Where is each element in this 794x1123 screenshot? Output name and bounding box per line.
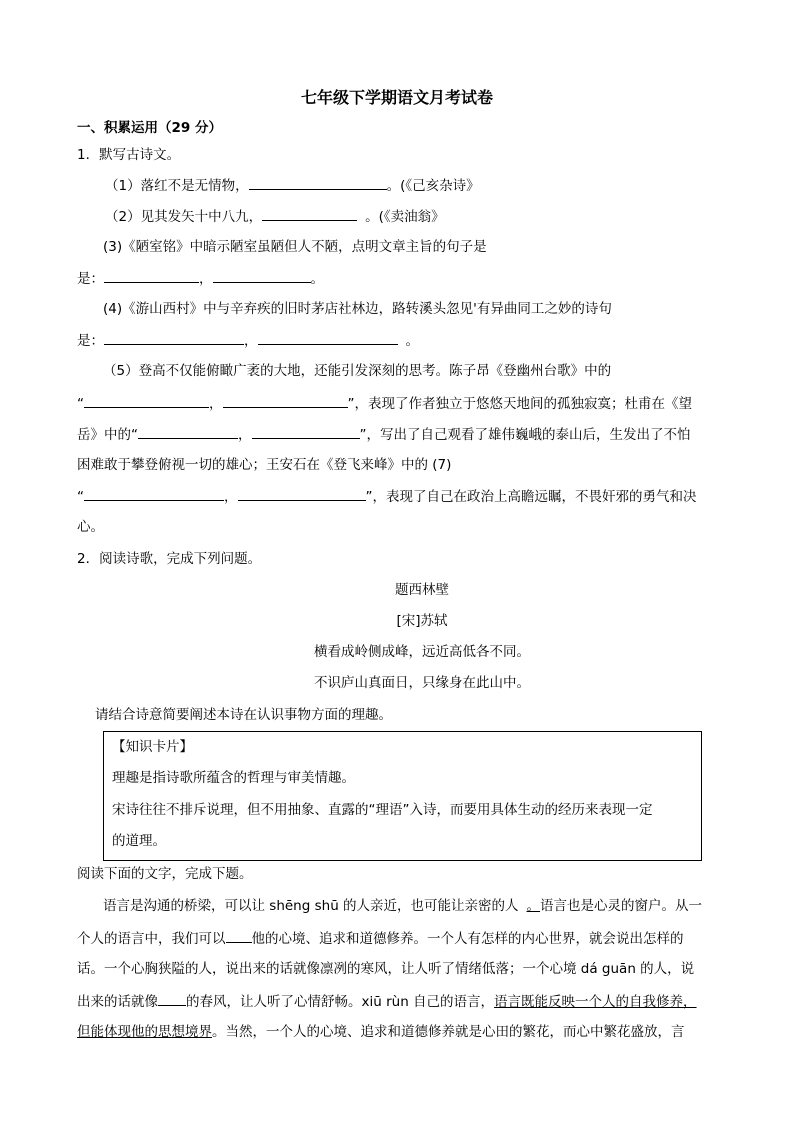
reading-line-5 <box>77 1022 685 1042</box>
line-text: ”，表现了作者独立于悠悠天地间的孤独寂寞；杜甫在《望 <box>347 396 692 412</box>
reading-line-2 <box>77 928 684 949</box>
q1-item-3: (3)《陋室铭》中暗示陋室虽陋但人不陋，点明文章主旨的句子是 <box>103 239 487 255</box>
line-text: 语言也是心灵的窗户。从一 <box>540 898 703 914</box>
answer-blank[interactable] <box>84 393 209 408</box>
q1-item-5-line-2 <box>77 393 692 414</box>
poem-title: 题西林壁 <box>395 582 449 598</box>
knowledge-card-line-1: 理趣是指诗歌所蕴含的哲理与审美情趣。 <box>112 770 355 786</box>
comma: ， <box>244 333 258 349</box>
reading-line-1 <box>103 896 702 916</box>
answer-blank[interactable] <box>249 175 387 190</box>
q1-item-1-source: 。(《己亥杂诗》 <box>386 178 480 194</box>
reading-intro: 阅读下面的文字，完成下题。 <box>77 866 253 882</box>
answer-prefix: 是： <box>77 271 104 287</box>
comma: ， <box>238 427 252 443</box>
line-text: 岳》中的“ <box>77 427 138 443</box>
answer-blank[interactable]: 。 <box>526 898 541 914</box>
answer-blank[interactable] <box>213 268 311 283</box>
question-1-stem: 1．默写古诗文。 <box>77 147 181 163</box>
knowledge-card-line-3: 的道理。 <box>112 833 166 849</box>
answer-blank[interactable] <box>104 330 244 345</box>
answer-blank[interactable] <box>158 991 186 1006</box>
q1-item-5-line-3 <box>77 424 691 445</box>
q1-item-5-line-5 <box>77 486 697 507</box>
answer-blank[interactable] <box>238 486 366 501</box>
line-text: ”，表现了自己在政治上高瞻远瞩，不畏奸邪的勇气和决 <box>365 489 697 505</box>
poem-author: [宋]苏轼 <box>396 613 448 629</box>
answer-blank[interactable] <box>258 330 398 345</box>
q1-item-2-prompt: （2）见其发矢十中八九， <box>105 209 263 225</box>
answer-blank[interactable] <box>262 206 357 221</box>
line-text: ”，写出了自己观看了雄伟巍峨的泰山后，生发出了不怕 <box>359 427 691 443</box>
answer-blank[interactable] <box>226 928 252 943</box>
q1-item-5-line-1: （5）登高不仅能俯瞰广袤的大地，还能引发深刻的思考。陈子昂《登幽州台歌》中的 <box>103 363 612 379</box>
underlined-sentence: 语言既能反映一个人的自我修养， <box>494 994 697 1010</box>
comma: ， <box>224 489 238 505</box>
answer-blank[interactable] <box>104 268 199 283</box>
poem-line-1: 横看成岭侧成峰，远近高低各不同。 <box>314 644 530 660</box>
open-quote: “ <box>77 489 84 505</box>
line-text: 语言是沟通的桥梁，可以让 shēng shū 的人亲近，也可能让亲密的人 <box>103 898 519 914</box>
poem-line-2: 不识庐山真面日，只缘身在此山中。 <box>314 675 530 691</box>
reading-line-4 <box>77 991 697 1012</box>
answer-prefix: 是： <box>77 333 104 349</box>
q1-item-5-line-4: 困难敢于攀登俯视一切的雄心；王安石在《登飞来峰》中的 (7) <box>77 457 452 473</box>
q1-item-2-source: 。(《卖油翁》 <box>365 209 445 225</box>
question-2-prompt: 请结合诗意简要阐述本诗在认识事物方面的理趣。 <box>95 707 392 723</box>
q1-item-4: (4)《游山西村》中与辛弃疾的旧时茅店社林边，路转溪头忽见'有异曲同工之妙的诗句 <box>103 301 612 317</box>
q1-item-5-line-6: 心。 <box>77 519 104 535</box>
period: 。 <box>405 333 419 349</box>
line-text: 他的心境、追求和道德修养。一个人有怎样的内心世界，就会说出怎样的 <box>251 931 684 947</box>
page-title: 七年级下学期语文月考试卷 <box>300 88 493 107</box>
answer-blank[interactable] <box>84 486 224 501</box>
q1-item-3-answer <box>77 268 324 289</box>
knowledge-card-line-2: 宋诗往往不排斥说理，但不用抽象、直露的“理语”入诗，而要用具体生动的经历来表现一定 <box>112 802 653 818</box>
period: 。 <box>310 271 324 287</box>
line-text: 个人的语言中，我们可以 <box>77 931 226 947</box>
q1-item-1 <box>105 175 480 196</box>
line-text: 的春风，让人听了心情舒畅。xiū rùn 自己的语言， <box>186 994 495 1010</box>
knowledge-card-title: 【知识卡片】 <box>112 739 193 755</box>
underlined-sentence: 但能体现他的思想境界 <box>77 1024 212 1040</box>
reading-line-3: 话。一个心胸狭隘的人，说出来的话就像凛冽的寒风，让人听了情绪低落；一个心境 dá guān 的人，说 <box>77 961 695 977</box>
answer-blank[interactable] <box>138 424 238 439</box>
line-text: 。当然，一个人的心境、追求和道德修养就是心田的繁花，而心中繁花盛放，言 <box>212 1024 685 1040</box>
section-heading: 一、积累运用（29 分） <box>77 120 222 136</box>
q1-item-1-prompt: （1）落红不是无情物， <box>105 178 249 194</box>
answer-blank[interactable] <box>223 393 348 408</box>
line-text: 出来的话就像 <box>77 994 158 1010</box>
open-quote: “ <box>77 396 84 412</box>
comma: ， <box>209 396 223 412</box>
answer-blank[interactable] <box>252 424 360 439</box>
q1-item-4-answer <box>77 330 419 351</box>
question-2-stem: 2．阅读诗歌，完成下列问题。 <box>77 551 262 567</box>
comma: ， <box>199 271 213 287</box>
q1-item-2 <box>105 206 445 227</box>
